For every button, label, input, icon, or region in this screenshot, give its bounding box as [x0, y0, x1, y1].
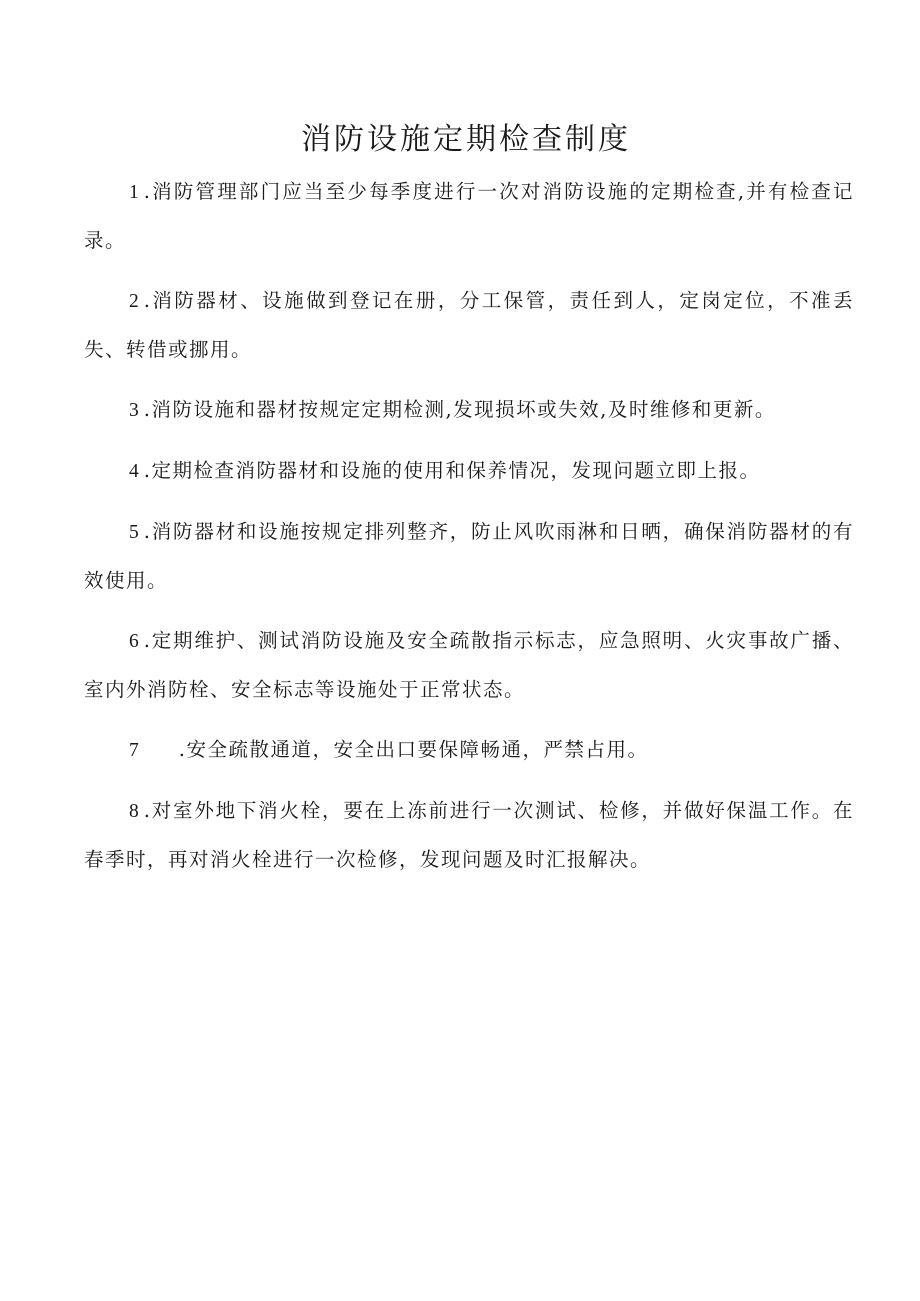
item-number: 1	[129, 182, 139, 203]
regulation-item-3	[84, 386, 854, 435]
item-number: 5	[129, 522, 139, 543]
item-text: .定期维护、测试消防设施及安全疏散指示标志，应急照明、火灾事故广播、室内外消防栓、安全标志等设施处于正常状态。	[84, 629, 854, 701]
item-number: 6	[129, 631, 139, 652]
item-text: .消防器材和设施按规定排列整齐，防止风吹雨淋和日晒，确保消防器材的有效使用。	[84, 520, 854, 592]
item-text: .消防器材、设施做到登记在册，分工保管，责任到人，定岗定位，不准丢失、转借或挪用。	[84, 289, 854, 361]
document-title: 消防设施定期检查制度	[301, 122, 631, 157]
regulation-item-4	[84, 447, 854, 496]
regulation-item-6	[84, 617, 854, 714]
item-text: .消防管理部门应当至少每季度进行一次对消防设施的定期检查,并有检查记录。	[84, 180, 854, 252]
regulation-item-7	[84, 726, 854, 775]
item-text: .定期检查消防器材和设施的使用和保养情况，发现问题立即上报。	[143, 459, 761, 482]
item-number: 2	[129, 291, 139, 312]
item-text: .安全疏散通道，安全出口要保障畅通，严禁占用。	[178, 738, 649, 761]
regulation-list	[84, 168, 854, 896]
item-number: 8	[129, 801, 139, 822]
item-number: 3	[129, 400, 139, 421]
regulation-item-5	[84, 508, 854, 605]
item-text: .消防设施和器材按规定定期检测,发现损坏或失效,及时维修和更新。	[143, 398, 776, 421]
item-number: 7	[129, 740, 139, 761]
regulation-item-1	[84, 168, 854, 265]
regulation-item-8	[84, 787, 854, 884]
item-number: 4	[129, 461, 139, 482]
regulation-item-2	[84, 277, 854, 374]
item-text: .对室外地下消火栓，要在上冻前进行一次测试、检修，并做好保温工作。在春季时，再对消火栓进行一次检修，发现问题及时汇报解决。	[84, 799, 854, 871]
